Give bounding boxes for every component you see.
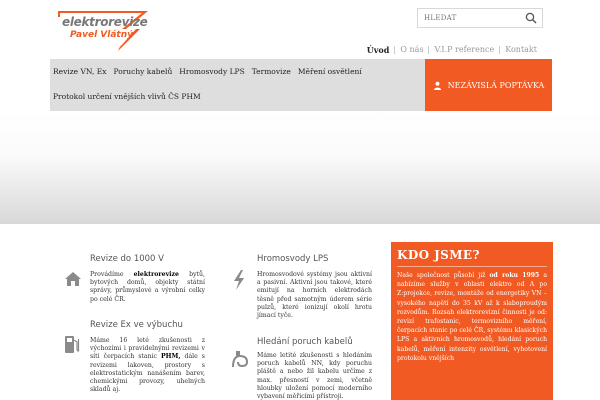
nav-protokol[interactable]: Protokol určení vnějších vlivů ČS PHM bbox=[53, 92, 201, 101]
inquiry-label: NEZÁVISLÁ POPTÁVKA bbox=[447, 80, 545, 90]
section-text-revize-ex: Máme 16 leté zkušenosti z výchozími i pravidelnými revizemi v síti čerpacích stanic PHM, dále s revizemi lakoven, prostory s elektrostatickým nanášením barev, chemickými provozy, uhelných skladů aj. bbox=[90, 337, 205, 394]
nav-mereni-osvetleni[interactable]: Měření osvětlení bbox=[297, 67, 362, 76]
top-nav bbox=[362, 46, 542, 54]
section-title-poruchy: Hledání poruch kabelů bbox=[257, 337, 353, 347]
cable-icon bbox=[230, 350, 250, 368]
section-text-hromosvody: Hromosvodové systémy jsou aktivní a pasivní. Aktivní jsou takové, které emitují na horních elektrodách těsně před samotným úderem série pulzů, které ionizují okolí hrotu jímací tyče. bbox=[257, 271, 372, 320]
section-title-revize-1000: Revize do 1000 V bbox=[90, 254, 164, 264]
logo[interactable] bbox=[56, 9, 156, 53]
logo-line2: Pavel Vlátný bbox=[70, 30, 133, 40]
section-title-revize-ex: Revize Ex ve výbuchu bbox=[90, 320, 183, 330]
nav-revize-vn-ex[interactable]: Revize VN, Ex bbox=[53, 67, 107, 76]
topnav-uvod[interactable]: Úvod bbox=[366, 45, 390, 55]
hero-banner bbox=[0, 112, 600, 224]
main-nav bbox=[50, 59, 425, 111]
nav-hromosvody-lps[interactable]: Hromosvody LPS bbox=[179, 67, 245, 76]
search-box bbox=[417, 8, 543, 28]
lightning-icon bbox=[232, 270, 246, 290]
nav-termovize[interactable]: Termovize bbox=[251, 67, 291, 76]
about-box bbox=[391, 242, 553, 400]
about-divider bbox=[397, 266, 547, 267]
search-input[interactable] bbox=[418, 9, 522, 27]
nav-poruchy-kabelu[interactable]: Poruchy kabelů bbox=[113, 67, 173, 76]
about-text: Naše společnost působí již od roku 1995 a nabízíme služby v oblasti elektro od A po Z:projekce, revize, montáže od energetiky VN – vysokého napětí do 35 kV až k slaboproudým rozvodům. Rozsah elektrorevizní činnosti je od: revizí trafostanic, termovizního měření, čerpacích stanic po celé ČR, systému klasických LPS a aktivních hromosvodů, hledání poruch kabelů, měření intenzity osvětlení, vyhotovení protokolu vnějších bbox=[397, 272, 547, 362]
section-text-poruchy: Máme letité zkušenosti s hledáním poruch kabelů NN, kdy poruchu pláště a nebo žil kabelu určíme z max. přesností v zemi, včetně hloubky uložení pomocí moderního vybavení měřicími přístroji. bbox=[257, 352, 372, 400]
section-title-hromosvody: Hromosvody LPS bbox=[257, 254, 329, 264]
fuel-pump-icon bbox=[64, 334, 80, 354]
user-icon bbox=[433, 81, 442, 90]
inquiry-button[interactable] bbox=[425, 59, 552, 111]
topnav-o-nas[interactable]: O nás bbox=[394, 46, 428, 54]
section-text-revize-1000: Provádíme elektrorevize bytů, bytových domů, objekty státní správy, průmyslové a výrobní celky po celé ČR. bbox=[90, 271, 205, 303]
about-title: KDO JSME? bbox=[397, 248, 480, 262]
logo-line1: elektrorevize bbox=[62, 15, 148, 29]
topnav-kontakt[interactable]: Kontakt bbox=[499, 46, 542, 54]
search-icon[interactable] bbox=[525, 12, 537, 24]
topnav-vip-reference[interactable]: V.I.P reference bbox=[428, 46, 499, 54]
house-icon bbox=[64, 271, 82, 287]
